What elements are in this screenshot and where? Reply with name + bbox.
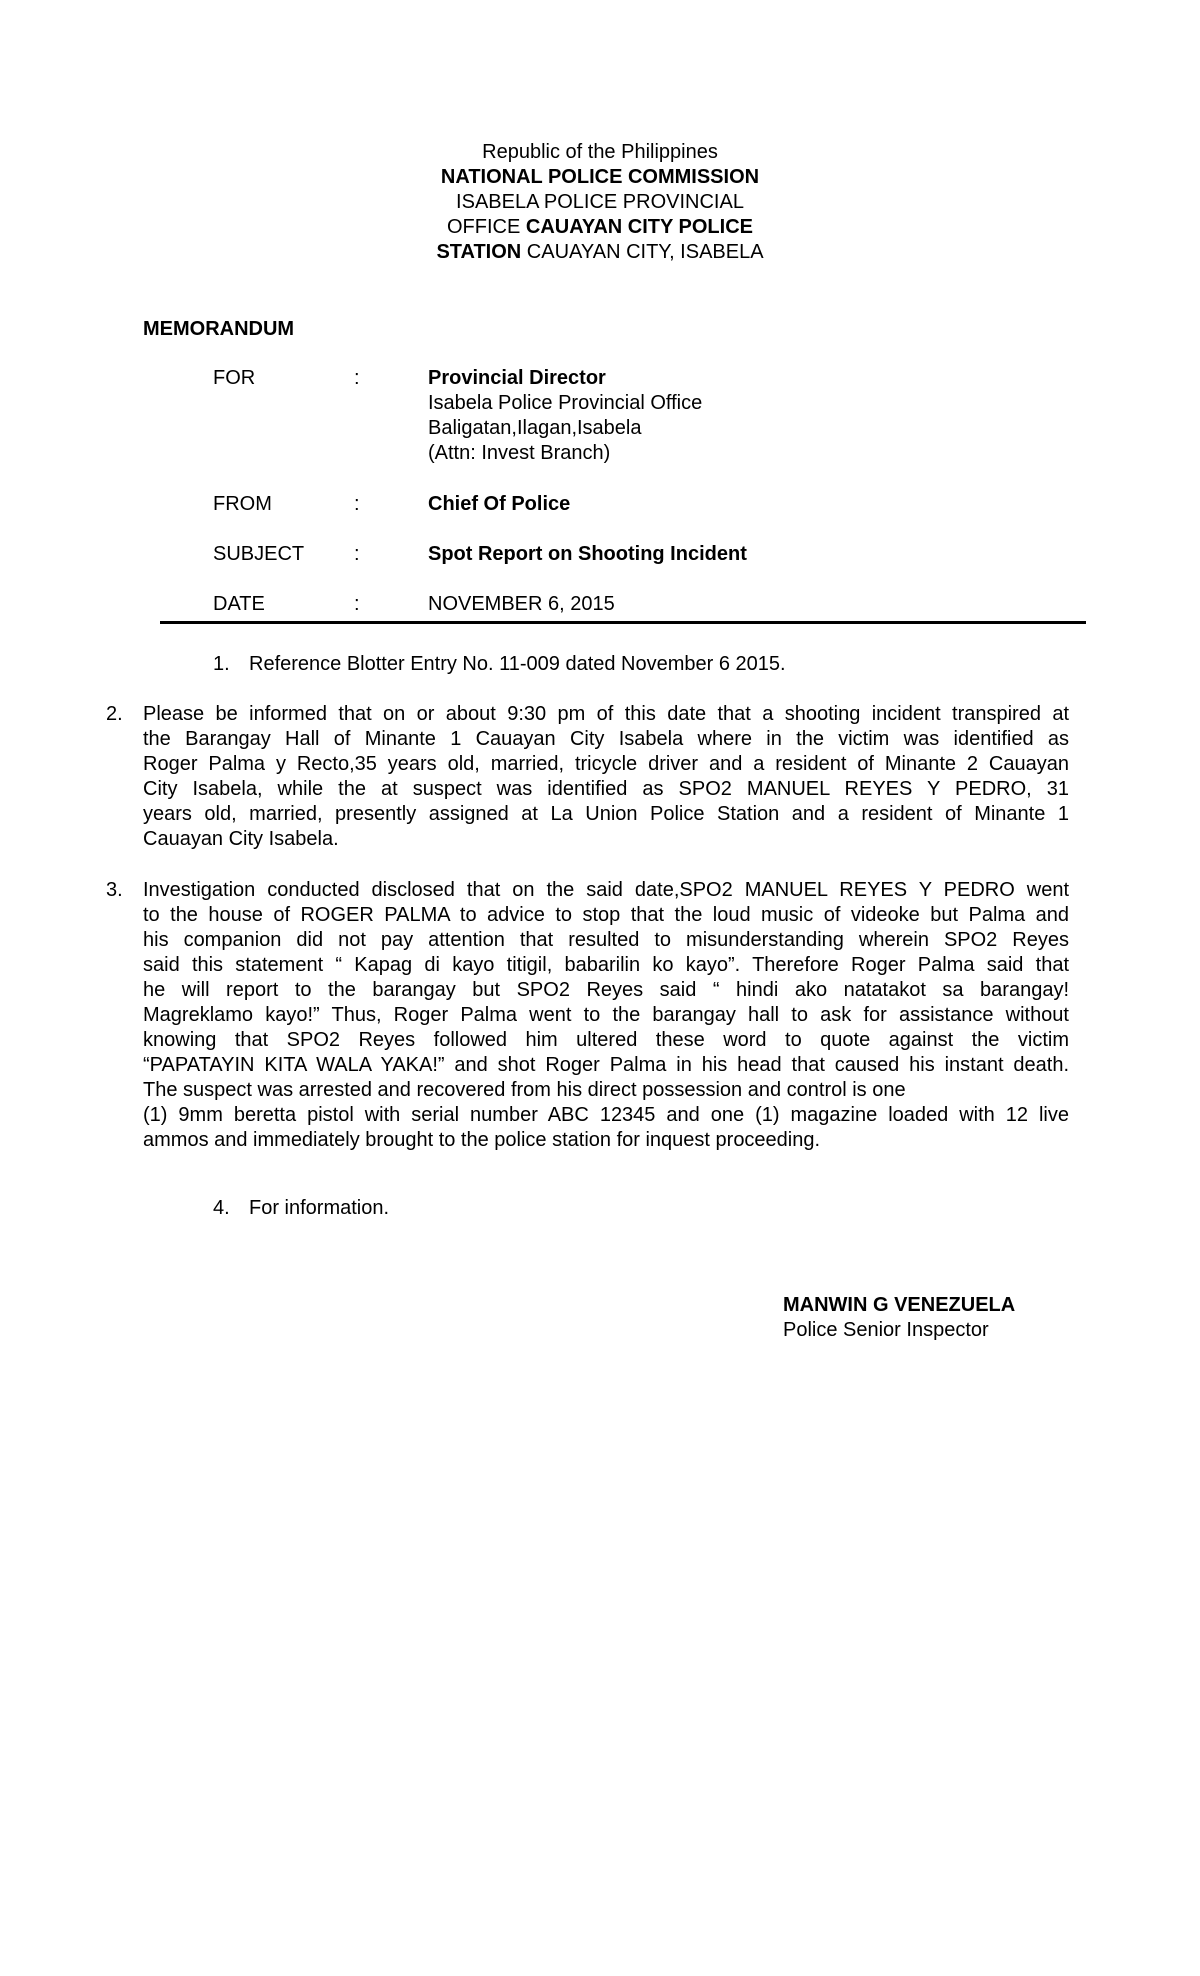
paragraph-3-line: said this statement “ Kapag di kayo titigil, babarilin ko kayo”. Therefore Roger Palma said that xyxy=(143,954,1069,976)
memo-for-address: Baligatan,Ilagan,Isabela xyxy=(428,417,642,439)
paragraph-2-number: 2. xyxy=(106,703,123,725)
paragraph-3-line: he will report to the barangay but SPO2 Reyes said “ hindi ako natatakot sa barangay! xyxy=(143,979,1069,1001)
memo-for-label: FOR xyxy=(213,367,256,389)
paragraph-3-number: 3. xyxy=(106,879,123,901)
memo-for-attn: (Attn: Invest Branch) xyxy=(428,442,611,464)
paragraph-1-text: Reference Blotter Entry No. 11-009 dated November 6 2015. xyxy=(249,653,786,675)
memo-date-value: NOVEMBER 6, 2015 xyxy=(428,593,615,615)
paragraph-4-text: For information. xyxy=(249,1197,390,1219)
memo-for-office: Isabela Police Provincial Office xyxy=(428,392,703,414)
paragraph-3-line: his companion did not pay attention that resulted to misunderstanding wherein SPO2 Reyes xyxy=(143,929,1069,951)
paragraph-2-line: Cauayan City Isabela. xyxy=(143,828,339,850)
paragraph-3-body xyxy=(143,878,1069,1153)
paragraph-3-line: Investigation conducted disclosed that on the said date,SPO2 MANUEL REYES Y PEDRO went xyxy=(143,879,1069,901)
memo-for-value: Provincial Director xyxy=(428,367,606,389)
paragraph-3-line: to the house of ROGER PALMA to advice to stop that the loud music of videoke but Palma and xyxy=(143,904,1069,926)
letterhead-station-name: CAUAYAN CITY POLICE xyxy=(525,216,753,238)
paragraph-3-line: Magreklamo kayo!” Thus, Roger Palma went to the barangay hall to ask for assistance without xyxy=(143,1004,1069,1026)
signatory-name: MANWIN G VENEZUELA xyxy=(783,1294,1016,1316)
memo-from-label: FROM xyxy=(213,493,272,515)
memo-subject-colon: : xyxy=(354,543,360,565)
memo-for-colon: : xyxy=(354,367,360,389)
letterhead xyxy=(0,140,1200,265)
letterhead-commission: NATIONAL POLICE COMMISSION xyxy=(440,166,760,188)
memo-subject-value: Spot Report on Shooting Incident xyxy=(428,543,747,565)
paragraph-2-line: Please be informed that on or about 9:30 pm of this date that a shooting incident transpired at xyxy=(143,703,1069,725)
memo-subject-label: SUBJECT xyxy=(213,543,305,565)
memo-from-value: Chief Of Police xyxy=(428,493,571,515)
memo-date-label: DATE xyxy=(213,593,265,615)
paragraph-2-line: years old, married, presently assigned at La Union Police Station and a resident of Minante 1 xyxy=(143,803,1069,825)
paragraph-2-line: City Isabela, while the at suspect was identified as SPO2 MANUEL REYES Y PEDRO, 31 xyxy=(143,778,1069,800)
memo-from-colon: : xyxy=(354,493,360,515)
paragraph-2-line: Roger Palma y Recto,35 years old, married, tricycle driver and a resident of Minante 2 Cauayan xyxy=(143,753,1069,775)
letterhead-provincial: ISABELA POLICE PROVINCIAL xyxy=(456,191,744,213)
letterhead-station-word: STATION xyxy=(436,241,522,263)
letterhead-office xyxy=(0,215,1200,240)
signature-block xyxy=(783,1293,1015,1343)
paragraph-4-number: 4. xyxy=(213,1197,230,1219)
paragraph-2-line: the Barangay Hall of Minante 1 Cauayan City Isabela where in the victim was identified as xyxy=(143,728,1069,750)
paragraph-3-line: ammos and immediately brought to the police station for inquest proceeding. xyxy=(143,1129,821,1151)
header-divider xyxy=(160,621,1086,624)
letterhead-republic: Republic of the Philippines xyxy=(482,141,718,163)
letterhead-station xyxy=(0,240,1200,265)
paragraph-3-line: (1) 9mm beretta pistol with serial number ABC 12345 and one (1) magazine loaded with 12 live xyxy=(143,1104,1069,1126)
paragraph-3-line: The suspect was arrested and recovered from his direct possession and control is one xyxy=(143,1079,906,1101)
signatory-title: Police Senior Inspector xyxy=(783,1319,989,1341)
memo-title: MEMORANDUM xyxy=(143,318,295,340)
paragraph-3-line: knowing that SPO2 Reyes followed him ultered these word to quote against the victim xyxy=(143,1029,1069,1051)
paragraph-3-line: “PAPATAYIN KITA WALA YAKA!” and shot Roger Palma in his head that caused his instant death. xyxy=(143,1054,1069,1076)
paragraph-2-body xyxy=(143,702,1069,852)
paragraph-1-number: 1. xyxy=(213,653,230,675)
memo-date-colon: : xyxy=(354,593,360,615)
letterhead-city: CAUAYAN CITY, ISABELA xyxy=(521,241,764,263)
letterhead-office-word: OFFICE xyxy=(447,216,526,238)
